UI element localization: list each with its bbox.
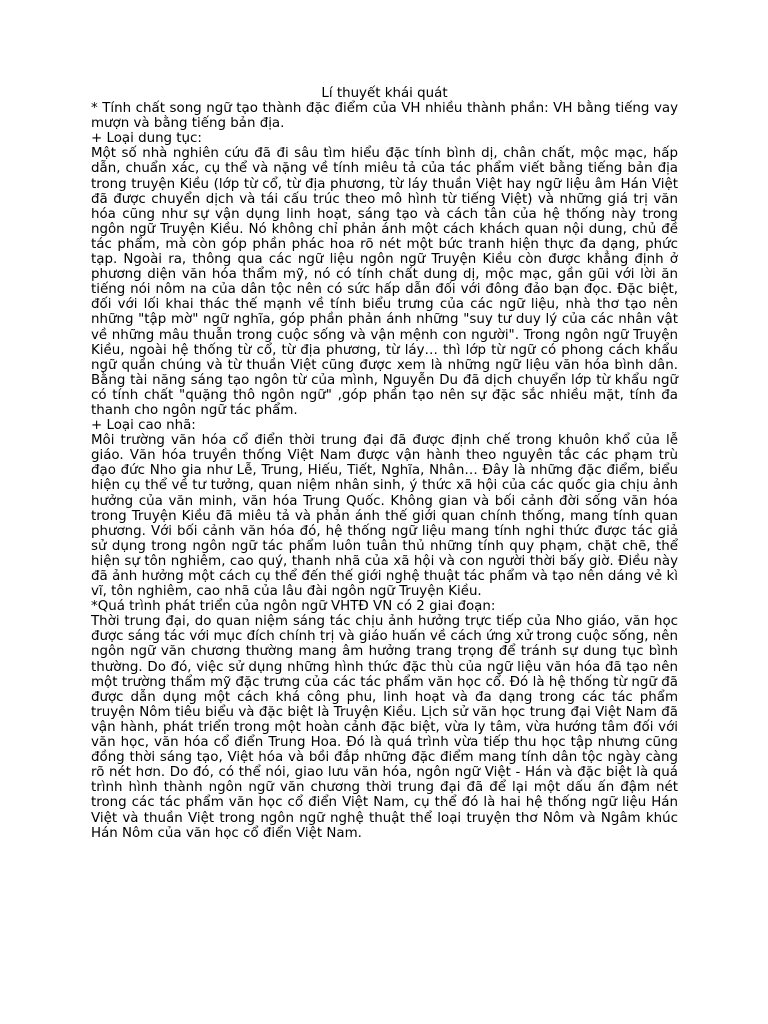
section-body-cao-nha: Môi trường văn hóa cổ điển thời trung đại đã được định chế trong khuôn khổ của lễ giáo. Văn hóa truyền thống Việt Nam được vận hành theo nguyên tắc các phạm trù đạo đức Nho gia như Lễ, Trung, Hiếu, Tiết, Nghĩa, Nhân… Đây là những đặc điểm, biểu hiện cụ thể về tư tưởng, quan niệm nhân sinh, ý thức xã hội của các quốc gia chịu ảnh hưởng của văn minh, văn hóa Trung Quốc. Không gian và bối cảnh đời sống văn hóa trong Truyện Kiều đã miêu tả và phản ánh thế giới quan chính thống, mang tính quan phương. Với bối cảnh văn hóa đó, hệ thống ngữ liệu mang tính nghi thức được tác giả sử dụng trong ngôn ngữ tác phẩm luôn tuân thủ những tính quy phạm, chặt chẽ, thể hiện sự tôn nghiêm, cao quý, thanh nhã của xã hội và con người thời bấy giờ. Điều này đã ảnh hưởng một cách cụ thể đến thế giới nghệ thuật tác phẩm và tạo nên dáng vẻ kì vĩ, tôn nghiêm, cao nhã của lâu đài ngôn ngữ Truyện Kiều. bbox=[91, 433, 678, 600]
section-body-dung-tuc: Một số nhà nghiên cứu đã đi sâu tìm hiểu đặc tính bình dị, chân chất, mộc mạc, hấp dẫn, chuẩn xác, cụ thể và nặng về tính miêu tả của tác phẩm viết bằng tiếng bản địa trong truyện Kiều (lớp từ cổ, từ địa phương, từ láy thuần Việt hay ngữ liệu âm Hán Việt đã được chuyển dịch và tái cấu trúc theo mô hình từ tiếng Việt) và những giá trị văn hóa cũng như sự vận dụng linh hoạt, sáng tạo và cách tân của hệ thống này trong ngôn ngữ Truyện Kiều. Nó không chỉ phản ánh một cách khách quan nội dung, chủ đề tác phẩm, mà còn góp phần phác hoa rõ nét một bức tranh hiện thực đa dạng, phức tạp. Ngoài ra, thông qua các ngữ liệu ngôn ngữ Truyện Kiều còn được khẳng định ở phương diện văn hóa thẩm mỹ, nó có tính chất dung dị, mộc mạc, gần gũi với lời ăn tiếng nói nôm na của dân tộc nên có sức hấp dẫn đối với đông đảo bạn đọc. Đặc biệt, đối với lối khai thác thế mạnh về tính biểu trưng của các ngữ liệu, nhà thơ tạo nên những "tập mờ" ngữ nghĩa, góp phần phản ánh những "suy tư duy lý của các nhân vật về những mâu thuẫn trong cuộc sống và vận mệnh con người". Trong ngôn ngữ Truyện Kiều, ngoài hệ thống từ cổ, từ địa phương, từ láy… thì lớp từ ngữ có phong cách khẩu ngữ quần chúng và từ thuần Việt cũng được xem là những ngữ liệu văn hóa bình dân. Bằng tài năng sáng tạo ngôn từ của mình, Nguyễn Du đã dịch chuyển lớp từ khẩu ngữ có tính chất "quặng thô ngôn ngữ" ,góp phần tạo nên sự đặc sắc nhiều mặt, tính đa thanh cho ngôn ngữ tác phẩm. bbox=[91, 146, 678, 418]
document-title: Lí thuyết khái quát bbox=[321, 86, 448, 101]
section-body-phat-trien: Thời trung đại, do quan niệm sáng tác chịu ảnh hưởng trực tiếp của Nho giáo, văn học được sáng tác với mục đích chính trị và giáo huấn về cách ứng xử trong cuộc sống, nên ngôn ngữ văn chương thường mang âm hưởng trang trọng để tránh sự dung tục bình thường. Do đó, việc sử dụng những hình thức đặc thù của ngữ liệu văn hóa đã tạo nên một trường thẩm mỹ đặc trưng của các tác phẩm văn học cổ. Đó là hệ thống từ ngữ đã được dẫn dụng một cách khá công phu, linh hoạt và đa dạng trong các tác phẩm truyện Nôm tiêu biểu và đặc biệt là Truyện Kiều. Lịch sử văn học trung đại Việt Nam đã vận hành, phát triển trong một hoàn cảnh đặc biệt, vừa ly tâm, vừa hướng tâm đối với văn học, văn hóa cổ điển Trung Hoa. Đó là quá trình vừa tiếp thu học tập nhưng cũng đồng thời sáng tạo, Việt hóa và bồi đắp những đặc điểm mang tính dân tộc ngày càng rõ nét hơn. Do đó, có thể nói, giao lưu văn hóa, ngôn ngữ Việt - Hán và đặc biệt là quá trình hình thành ngôn ngữ văn chương thời trung đại đã để lại một dấu ấn đậm nét trong các tác phẩm văn học cổ điển Việt Nam, cụ thể đó là hai hệ thống ngữ liệu Hán Việt và thuần Việt trong ngôn ngữ nghệ thuật thể loại truyện thơ Nôm và Ngâm khúc Hán Nôm của văn học cổ điển Việt Nam. bbox=[91, 614, 678, 841]
section-heading-cao-nha: + Loại cao nhã: bbox=[91, 418, 196, 434]
intro-paragraph: * Tính chất song ngữ tạo thành đặc điểm của VH nhiều thành phần: VH bằng tiếng vay mượn và bằng tiếng bản địa. bbox=[91, 101, 678, 132]
section-heading-dung-tuc: + Loại dung tục: bbox=[91, 131, 202, 147]
section-heading-phat-trien: *Quá trình phát triển của ngôn ngữ VHTĐ VN có 2 giai đoạn: bbox=[91, 599, 496, 615]
document-page bbox=[91, 86, 678, 841]
